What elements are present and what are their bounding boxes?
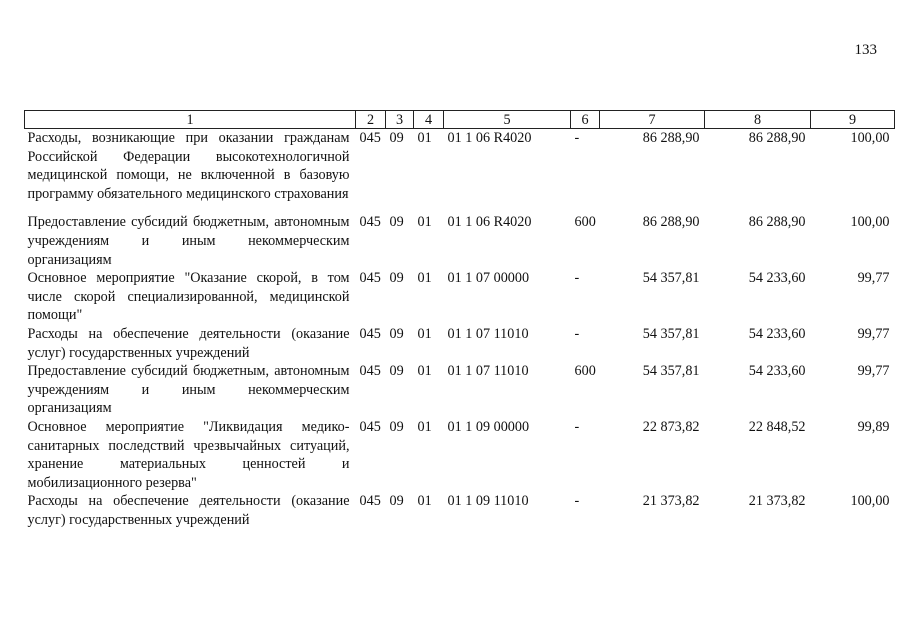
- page-number: 133: [854, 42, 877, 58]
- amount-executed-cell: 54 233,60: [748, 363, 806, 380]
- amount-executed-cell: 54 233,60: [748, 325, 806, 342]
- amount-planned-cell: 22 873,82: [642, 418, 700, 435]
- target-item-cell: 01 1 09 11010: [447, 493, 529, 510]
- target-item-cell: 01 1 06 R4020: [447, 130, 532, 146]
- admin-code-cell: 045: [359, 270, 381, 287]
- column-header: 4: [414, 111, 444, 129]
- admin-code-cell: 045: [359, 493, 381, 510]
- subsection-cell: 01: [417, 214, 432, 231]
- admin-code-cell: 045: [359, 418, 381, 435]
- expense-type-cell: -: [574, 493, 580, 510]
- amount-executed-cell: 21 373,82: [748, 493, 806, 510]
- column-header: 3: [386, 111, 414, 129]
- section-cell: 09: [389, 493, 404, 510]
- table-row: [25, 418, 895, 492]
- percent-cell: 99,89: [857, 418, 890, 435]
- admin-code-cell: 045: [359, 130, 381, 146]
- percent-cell: 100,00: [850, 130, 890, 146]
- expense-type-cell: -: [574, 325, 580, 342]
- subsection-cell: 01: [417, 270, 432, 287]
- row-description: Расходы, возникающие при оказании гражданам Российской Федерации высокотехнологичной медицинской помощи, не включенной в базовую программу обязательного медицинского страхования: [27, 130, 350, 202]
- amount-executed-cell: 54 233,60: [748, 270, 806, 287]
- amount-executed-cell: 86 288,90: [748, 214, 806, 231]
- row-description: Предоставление субсидий бюджетным, автономным учреждениям и иным некоммерческим организациям: [27, 214, 350, 268]
- expense-type-cell: -: [574, 130, 580, 146]
- section-cell: 09: [389, 363, 404, 380]
- row-description: Основное мероприятие "Ликвидация медико-санитарных последствий чрезвычайных ситуаций, хранение материальных ценностей и мобилизационного резерва": [27, 418, 350, 491]
- table-row: [25, 129, 895, 204]
- amount-planned-cell: 54 357,81: [642, 325, 700, 342]
- section-cell: 09: [389, 418, 404, 435]
- expense-type-cell: 600: [574, 214, 596, 231]
- amount-planned-cell: 54 357,81: [642, 363, 700, 380]
- subsection-cell: 01: [417, 493, 432, 510]
- target-item-cell: 01 1 09 00000: [447, 418, 530, 435]
- column-header: 6: [571, 111, 600, 129]
- section-cell: 09: [389, 214, 404, 231]
- percent-cell: 100,00: [850, 214, 890, 231]
- subsection-cell: 01: [417, 418, 432, 435]
- amount-planned-cell: 86 288,90: [642, 130, 700, 146]
- budget-table: [24, 110, 895, 529]
- table-row: [25, 269, 895, 325]
- percent-cell: 99,77: [857, 363, 890, 380]
- percent-cell: 99,77: [857, 325, 890, 342]
- amount-planned-cell: 21 373,82: [642, 493, 700, 510]
- amount-executed-cell: 22 848,52: [748, 418, 806, 435]
- row-description: Предоставление субсидий бюджетным, автономным учреждениям и иным некоммерческим организациям: [27, 363, 350, 417]
- table-row: [25, 203, 895, 269]
- column-header: 1: [25, 111, 356, 129]
- amount-planned-cell: 86 288,90: [642, 214, 700, 231]
- row-description: Основное мероприятие "Оказание скорой, в том числе скорой специализированной, медицинской помощи": [27, 270, 350, 324]
- table-row: [25, 492, 895, 529]
- admin-code-cell: 045: [359, 214, 381, 231]
- column-header: 8: [705, 111, 811, 129]
- expense-type-cell: -: [574, 270, 580, 287]
- expense-type-cell: -: [574, 418, 580, 435]
- admin-code-cell: 045: [359, 325, 381, 342]
- row-description: Расходы на обеспечение деятельности (оказание услуг) государственных учреждений: [27, 325, 350, 361]
- percent-cell: 99,77: [857, 270, 890, 287]
- section-cell: 09: [389, 270, 404, 287]
- admin-code-cell: 045: [359, 363, 381, 380]
- percent-cell: 100,00: [850, 493, 890, 510]
- target-item-cell: 01 1 07 11010: [447, 325, 529, 342]
- row-description: Расходы на обеспечение деятельности (оказание услуг) государственных учреждений: [27, 493, 350, 528]
- subsection-cell: 01: [417, 325, 432, 342]
- section-cell: 09: [389, 325, 404, 342]
- target-item-cell: 01 1 06 R4020: [447, 214, 532, 231]
- amount-executed-cell: 86 288,90: [748, 130, 806, 146]
- header-row: [25, 111, 895, 129]
- column-header: 2: [356, 111, 386, 129]
- table-row: [25, 362, 895, 418]
- target-item-cell: 01 1 07 11010: [447, 363, 529, 380]
- column-header: 5: [444, 111, 571, 129]
- subsection-cell: 01: [417, 130, 432, 146]
- target-item-cell: 01 1 07 00000: [447, 270, 530, 287]
- expense-type-cell: 600: [574, 363, 596, 380]
- table-row: [25, 325, 895, 362]
- section-cell: 09: [389, 130, 404, 146]
- subsection-cell: 01: [417, 363, 432, 380]
- column-header: 7: [600, 111, 705, 129]
- amount-planned-cell: 54 357,81: [642, 270, 700, 287]
- column-header: 9: [811, 111, 895, 129]
